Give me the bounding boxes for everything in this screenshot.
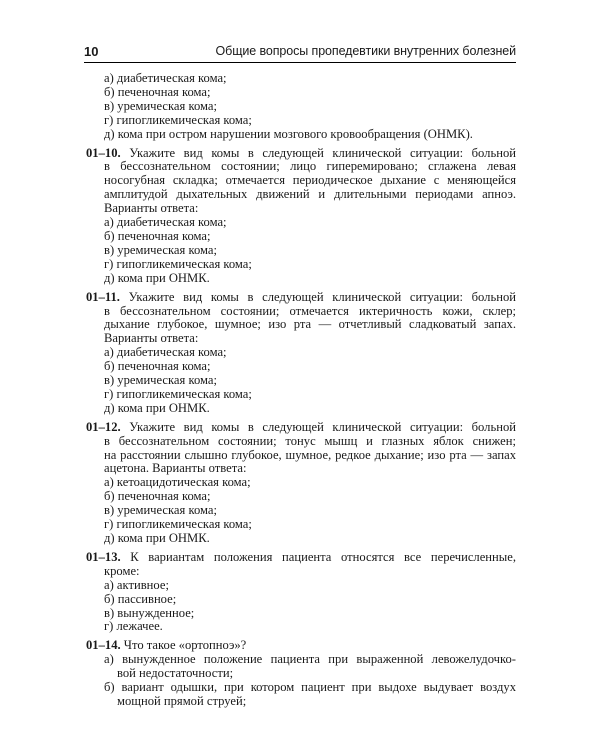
answer-option: г) гипогликемическая кома; [104, 517, 252, 532]
question-01-13 [86, 551, 516, 634]
question-text: Укажите вид комы в следующей клинической ситуации: больной [128, 289, 516, 304]
answer-option: г) лежачее. [104, 619, 163, 634]
answer-option: в) уремическая кома; [104, 98, 217, 113]
answer-option: г) гипогликемическая кома; [104, 386, 252, 401]
question-line [86, 421, 516, 435]
question-line: кроме: [104, 563, 140, 578]
question-text: Укажите вид комы в следующей клинической ситуации: больной [129, 419, 516, 434]
answer-option: в) уремическая кома; [104, 503, 217, 518]
answer-option: б) вариант одышки, при котором пациент при выдохе выдувает воздух [104, 680, 516, 695]
page-header [84, 44, 516, 63]
answer-option: д) кома при ОНМК. [104, 400, 210, 415]
question-line [86, 639, 516, 653]
question-line [86, 551, 516, 565]
answer-option: а) вынужденное положение пациента при выраженной левожелудочко- [104, 652, 516, 667]
answer-option: б) печеночная кома; [104, 228, 211, 243]
answer-option: д) кома при остром нарушении мозгового кровообращения (ОНМК). [104, 126, 473, 141]
question-number: 01–10. [86, 145, 121, 160]
question-line: в бессознательном состоянии; лицо гиперемировано; сглажена левая [104, 159, 516, 174]
question-line: на расстоянии слышно глубокое, шумное, редкое дыхание; изо рта — запах [104, 447, 516, 462]
answer-option: а) активное; [104, 577, 169, 592]
answer-option: г) гипогликемическая кома; [104, 112, 252, 127]
question-line: Варианты ответа: [104, 331, 199, 346]
question-text: К вариантам положения пациента относятся все перечисленные, [130, 549, 516, 564]
question-line: дыхание глубокое, шумное; изо рта — отчетливый сладковатый запах. [104, 317, 516, 332]
answer-option: г) гипогликемическая кома; [104, 256, 252, 271]
question-01-10 [86, 147, 516, 286]
question-line: в бессознательном состоянии; отмечается иктеричность кожи, склер; [104, 303, 516, 318]
answer-option-continuation: мощной прямой струей; [117, 693, 247, 708]
page-content [86, 72, 516, 709]
question-line: Варианты ответа: [104, 201, 199, 216]
answer-option: а) кетоацидотическая кома; [104, 475, 251, 490]
page-number: 10 [84, 44, 99, 59]
answer-option: в) вынужденное; [104, 605, 195, 620]
answer-option: в) уремическая кома; [104, 242, 217, 257]
question-number: 01–12. [86, 419, 121, 434]
question-text: Укажите вид комы в следующей клинической ситуации: больной [129, 145, 516, 160]
question-line: носогубная складка; отмечается периодическое дыхание с меняющейся [104, 173, 516, 188]
question-01-12 [86, 421, 516, 546]
answer-option: д) кома при ОНМК. [104, 531, 210, 545]
answer-option: б) печеночная кома; [104, 84, 211, 99]
question-line [86, 291, 516, 305]
question-line: ацетона. Варианты ответа: [104, 461, 247, 476]
question-line [86, 147, 516, 161]
answer-option: д) кома при ОНМК. [104, 270, 210, 285]
answer-option-continuation: вой недостаточности; [117, 666, 234, 681]
answer-option: б) печеночная кома; [104, 359, 211, 374]
answer-option: б) печеночная кома; [104, 489, 211, 504]
question-09-options [86, 72, 516, 142]
question-01-14 [86, 639, 516, 709]
question-line: в бессознательном состоянии; тонус мышц и глазных яблок снижен; [104, 433, 516, 448]
answer-option: а) диабетическая кома; [104, 345, 227, 360]
answer-option: б) пассивное; [104, 591, 177, 606]
question-number: 01–13. [86, 549, 121, 564]
question-line: амплитудой дыхательных движений и длительными периодами апноэ. [104, 187, 516, 202]
question-number: 01–14. [86, 638, 121, 653]
answer-option: а) диабетическая кома; [104, 71, 227, 85]
question-text: Что такое «ортопноэ»? [123, 638, 247, 653]
answer-option: в) уремическая кома; [104, 373, 217, 388]
question-number: 01–11. [86, 289, 120, 304]
question-01-11 [86, 291, 516, 416]
running-title: Общие вопросы пропедевтики внутренних болезней [215, 44, 516, 58]
answer-option: а) диабетическая кома; [104, 215, 227, 230]
